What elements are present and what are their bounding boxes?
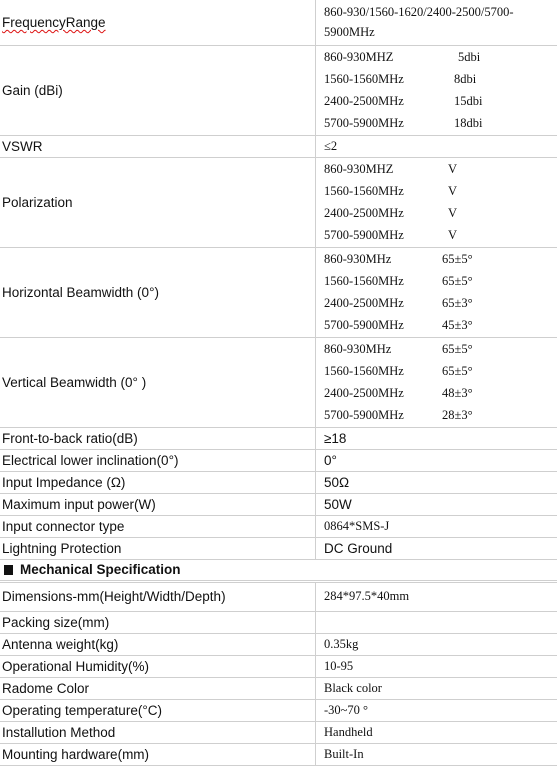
table-row bbox=[0, 655, 557, 677]
mounting-hardware-label: Mounting hardware(mm) bbox=[0, 743, 316, 765]
packing-size-label: Packing size(mm) bbox=[0, 611, 316, 633]
table-row bbox=[0, 135, 557, 157]
radome-color-label: Radome Color bbox=[0, 677, 316, 699]
table-row bbox=[0, 493, 557, 515]
table-row bbox=[0, 611, 557, 633]
vswr-label: VSWR bbox=[0, 135, 316, 157]
lightning-protection-label: Lightning Protection bbox=[0, 537, 316, 559]
humidity-label: Operational Humidity(%) bbox=[0, 655, 316, 677]
hbw-item: 5700-5900MHz 45±3° bbox=[324, 318, 473, 332]
operating-temperature-label: Operating temperature(°C) bbox=[0, 699, 316, 721]
vertical-beamwidth-label: Vertical Beamwidth (0° ) bbox=[0, 337, 316, 427]
vbw-item: 5700-5900MHz 28±3° bbox=[324, 408, 473, 422]
hbw-item: 2400-2500MHz 65±3° bbox=[324, 296, 473, 310]
vswr-value: ≤2 bbox=[316, 135, 558, 157]
humidity-value: 10-95 bbox=[316, 655, 558, 677]
input-impedance-value: 50Ω bbox=[316, 471, 558, 493]
section-header bbox=[0, 559, 557, 581]
antenna-weight-value: 0.35kg bbox=[316, 633, 558, 655]
front-to-back-value: ≥18 bbox=[316, 427, 558, 449]
table-row bbox=[0, 157, 557, 247]
input-connector-value: 0864*SMS-J bbox=[316, 515, 558, 537]
mechanical-spec-title: Mechanical Specification bbox=[0, 559, 557, 581]
packing-size-value bbox=[316, 611, 558, 633]
electrical-tilt-value: 0° bbox=[316, 449, 558, 471]
table-row bbox=[0, 337, 557, 427]
polarization-item: 1560-1560MHz V bbox=[324, 184, 458, 198]
gain-values bbox=[316, 45, 558, 135]
installation-method-label: Installution Method bbox=[0, 721, 316, 743]
frequency-range-value: 860-930/1560-1620/2400-2500/5700-5900MHz bbox=[316, 0, 558, 45]
dimensions-label: Dimensions-mm(Height/Width/Depth) bbox=[0, 581, 316, 611]
polarization-label: Polarization bbox=[0, 157, 316, 247]
polarization-item: 2400-2500MHz V bbox=[324, 206, 458, 220]
electrical-tilt-label: Electrical lower inclination(0°) bbox=[0, 449, 316, 471]
polarization-values bbox=[316, 157, 558, 247]
hbw-item: 860-930MHz 65±5° bbox=[324, 252, 473, 266]
table-row bbox=[0, 677, 557, 699]
gain-label: Gain (dBi) bbox=[0, 45, 316, 135]
table-row bbox=[0, 449, 557, 471]
input-connector-label: Input connector type bbox=[0, 515, 316, 537]
gain-item: 860-930MHZ 5dbi bbox=[324, 50, 481, 64]
table-row bbox=[0, 471, 557, 493]
dimensions-value: 284*97.5*40mm bbox=[316, 581, 558, 611]
polarization-item: 5700-5900MHz V bbox=[324, 228, 458, 242]
table-row bbox=[0, 721, 557, 743]
vertical-beamwidth-values bbox=[316, 337, 558, 427]
front-to-back-label: Front-to-back ratio(dB) bbox=[0, 427, 316, 449]
horizontal-beamwidth-values bbox=[316, 247, 558, 337]
square-bullet-icon bbox=[4, 565, 13, 575]
table-row bbox=[0, 581, 557, 611]
table-row bbox=[0, 515, 557, 537]
lightning-protection-value: DC Ground bbox=[316, 537, 558, 559]
gain-item: 2400-2500MHz 15dbi bbox=[324, 94, 483, 108]
input-impedance-label: Input Impedance (Ω) bbox=[0, 471, 316, 493]
frequency-range-label: FrequencyRange bbox=[0, 0, 316, 45]
mounting-hardware-value: Built-In bbox=[316, 743, 558, 765]
polarization-item: 860-930MHZ V bbox=[324, 162, 458, 176]
gain-item: 5700-5900MHz 18dbi bbox=[324, 116, 483, 130]
table-row bbox=[0, 699, 557, 721]
table-row bbox=[0, 45, 557, 135]
table-row bbox=[0, 247, 557, 337]
table-row bbox=[0, 427, 557, 449]
gain-item: 1560-1560MHz 8dbi bbox=[324, 72, 477, 86]
table-row bbox=[0, 743, 557, 765]
hbw-item: 1560-1560MHz 65±5° bbox=[324, 274, 473, 288]
vbw-item: 860-930MHz 65±5° bbox=[324, 342, 473, 356]
table-row bbox=[0, 0, 557, 45]
max-input-power-value: 50W bbox=[316, 493, 558, 515]
table-row bbox=[0, 633, 557, 655]
table-row bbox=[0, 537, 557, 559]
horizontal-beamwidth-label: Horizontal Beamwidth (0°) bbox=[0, 247, 316, 337]
installation-method-value: Handheld bbox=[316, 721, 558, 743]
vbw-item: 2400-2500MHz 48±3° bbox=[324, 386, 473, 400]
operating-temperature-value: -30~70 ° bbox=[316, 699, 558, 721]
max-input-power-label: Maximum input power(W) bbox=[0, 493, 316, 515]
vbw-item: 1560-1560MHz 65±5° bbox=[324, 364, 473, 378]
antenna-weight-label: Antenna weight(kg) bbox=[0, 633, 316, 655]
radome-color-value: Black color bbox=[316, 677, 558, 699]
